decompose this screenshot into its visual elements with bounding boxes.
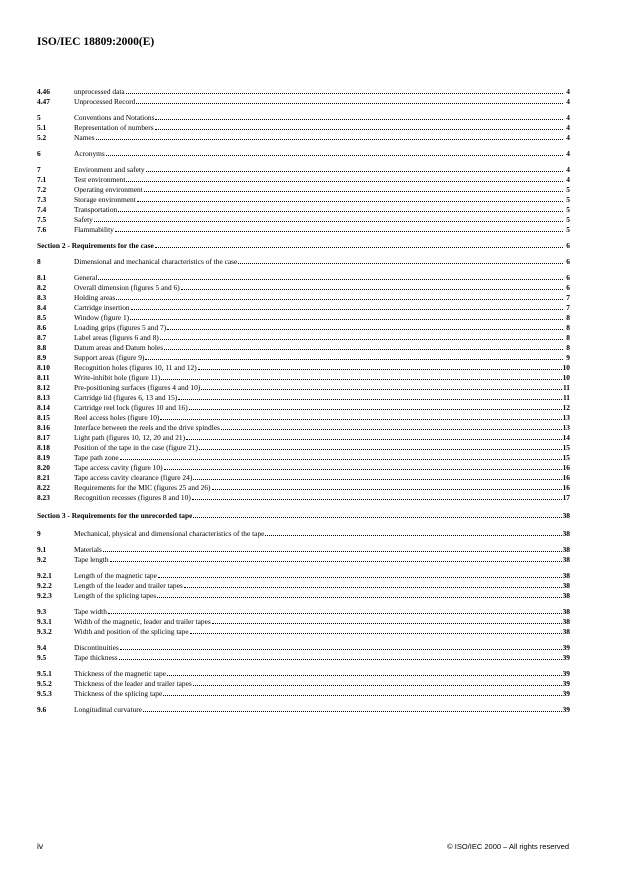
toc-entry[interactable] xyxy=(37,403,570,413)
toc-entry-page: 39 xyxy=(562,669,570,678)
toc-entry-number: 8.13 xyxy=(37,393,50,402)
toc-entry-title: Holding areas xyxy=(74,293,116,302)
toc-dot-leader xyxy=(143,705,562,712)
toc-entry-number: 8.6 xyxy=(37,323,47,332)
toc-entry-number: 8.9 xyxy=(37,353,47,362)
toc-entry-number: 9.2.3 xyxy=(37,591,52,600)
toc-dot-leader xyxy=(126,87,563,94)
toc-entry-page: 16 xyxy=(562,473,570,482)
toc-entry-number: 8.19 xyxy=(37,453,50,462)
toc-entry-title: Recognition recesses (figures 8 and 10) xyxy=(74,493,191,502)
toc-entry-title: Support areas (figure 9) xyxy=(74,353,145,362)
toc-entry-title: Environment and safety xyxy=(74,165,145,174)
toc-entry-title: Tape width xyxy=(74,607,107,616)
toc-entry[interactable] xyxy=(37,689,570,699)
toc-entry-page: 39 xyxy=(562,689,570,698)
toc-entry[interactable] xyxy=(37,353,570,363)
toc-dot-leader xyxy=(193,679,562,686)
toc-entry-page: 38 xyxy=(562,555,570,564)
toc-entry-number: 8.20 xyxy=(37,463,50,472)
toc-entry-page: 16 xyxy=(562,463,570,472)
toc-dot-leader xyxy=(238,257,563,264)
toc-entry-number: 9.3.1 xyxy=(37,617,52,626)
toc-entry-page: 39 xyxy=(562,705,570,714)
toc-entry[interactable] xyxy=(37,617,570,627)
toc-entry[interactable] xyxy=(37,149,570,159)
toc-dot-leader xyxy=(120,453,562,460)
toc-entry-page: 6 xyxy=(566,257,570,266)
toc-entry-page: 16 xyxy=(562,483,570,492)
toc-entry[interactable] xyxy=(37,433,570,443)
toc-entry-number: 9.3.2 xyxy=(37,627,52,636)
toc-entry-number: 6 xyxy=(37,149,41,158)
toc-entry-title: Cartridge insertion xyxy=(74,303,130,312)
toc-entry-number: 7.4 xyxy=(37,205,47,214)
toc-dot-leader xyxy=(160,333,563,340)
toc-entry-title: Loading grips (figures 5 and 7) xyxy=(74,323,167,332)
toc-entry[interactable] xyxy=(37,273,570,283)
toc-entry-number: 9.5.2 xyxy=(37,679,52,688)
toc-dot-leader xyxy=(193,473,561,480)
toc-entry-page: 5 xyxy=(566,185,570,194)
toc-entry-page: 38 xyxy=(562,591,570,600)
toc-entry-number: 8.11 xyxy=(37,373,50,382)
toc-entry-number: 9.5.1 xyxy=(37,669,52,678)
toc-dot-leader xyxy=(119,653,562,660)
toc-entry-number: 9 xyxy=(37,529,41,538)
toc-entry-number: 8.23 xyxy=(37,493,50,502)
toc-entry[interactable] xyxy=(37,97,570,107)
toc-entry-page: 5 xyxy=(566,195,570,204)
toc-entry[interactable] xyxy=(37,343,570,353)
toc-dot-leader xyxy=(167,323,563,330)
toc-entry-title: Materials xyxy=(74,545,102,554)
toc-entry-number: 8.16 xyxy=(37,423,50,432)
toc-entry-title: Datum areas and Datum holes xyxy=(74,343,164,352)
toc-entry[interactable] xyxy=(37,555,570,565)
toc-entry-title: Tape length xyxy=(74,555,109,564)
toc-entry-title: Window (figure 1) xyxy=(74,313,130,322)
toc-dot-leader xyxy=(96,133,563,140)
toc-dot-leader xyxy=(130,313,563,320)
toc-entry-number: 5 xyxy=(37,113,41,122)
toc-entry-number: 5.2 xyxy=(37,133,47,142)
toc-entry-page: 14 xyxy=(562,433,570,442)
toc-entry-page: 7 xyxy=(566,303,570,312)
toc-entry-number: 8.8 xyxy=(37,343,47,352)
toc-entry-page: 7 xyxy=(566,293,570,302)
toc-dot-leader xyxy=(137,195,563,202)
toc-entry-number: 4.46 xyxy=(37,87,50,96)
toc-dot-leader xyxy=(131,303,563,310)
toc-entry-page: 12 xyxy=(562,403,570,412)
toc-entry-number: 8.12 xyxy=(37,383,50,392)
toc-entry-page: 15 xyxy=(562,443,570,452)
toc-entry-page: 6 xyxy=(566,241,570,250)
toc-entry-page: 11 xyxy=(563,393,570,402)
toc-entry-page: 8 xyxy=(566,313,570,322)
toc-dot-leader xyxy=(98,273,563,280)
toc-entry-page: 39 xyxy=(562,643,570,652)
toc-dot-leader xyxy=(201,383,562,390)
toc-dot-leader xyxy=(155,123,563,130)
table-of-contents xyxy=(37,87,570,715)
toc-entry-page: 8 xyxy=(566,323,570,332)
toc-entry-page: 4 xyxy=(566,113,570,122)
toc-dot-leader xyxy=(110,555,562,562)
toc-entry[interactable] xyxy=(37,529,570,539)
toc-entry-page: 38 xyxy=(562,581,570,590)
toc-entry-page: 17 xyxy=(562,493,570,502)
toc-entry-title: Interface between the reels and the drive spindles xyxy=(74,423,220,432)
toc-entry-number: 9.5 xyxy=(37,653,47,662)
page-number: iv xyxy=(37,841,44,851)
toc-entry[interactable] xyxy=(37,591,570,601)
toc-entry-page: 39 xyxy=(562,679,570,688)
toc-dot-leader xyxy=(193,511,561,518)
toc-dot-leader xyxy=(167,669,562,676)
toc-entry[interactable] xyxy=(37,175,570,185)
toc-entry-number: 9.4 xyxy=(37,643,47,652)
toc-entry-title: Label areas (figures 6 and 8) xyxy=(74,333,159,342)
toc-entry-page: 11 xyxy=(563,383,570,392)
toc-entry-number: 8.18 xyxy=(37,443,50,452)
toc-entry-title: Recognition holes (figures 10, 11 and 12) xyxy=(74,363,197,372)
toc-entry-title: Acronyms xyxy=(74,149,105,158)
toc-entry-page: 4 xyxy=(566,149,570,158)
toc-entry-page: 4 xyxy=(566,133,570,142)
toc-dot-leader xyxy=(115,225,563,232)
toc-entry[interactable] xyxy=(37,473,570,483)
toc-entry-title: Discontinuities xyxy=(74,643,119,652)
toc-entry-page: 4 xyxy=(566,87,570,96)
toc-entry[interactable] xyxy=(37,363,570,373)
toc-entry-page: 38 xyxy=(562,545,570,554)
toc-entry-page: 8 xyxy=(566,333,570,342)
toc-entry[interactable] xyxy=(37,293,570,303)
toc-dot-leader xyxy=(118,205,563,212)
toc-entry-number: 5.1 xyxy=(37,123,47,132)
toc-entry-number: 8.22 xyxy=(37,483,50,492)
toc-entry[interactable] xyxy=(37,627,570,637)
toc-entry-title: Length of the leader and trailer tapes xyxy=(74,581,183,590)
toc-entry-title: Flammability xyxy=(74,225,114,234)
toc-entry[interactable] xyxy=(37,133,570,143)
toc-entry-page: 5 xyxy=(566,205,570,214)
toc-entry-title: Requirements for the MIC (figures 25 and 26) xyxy=(74,483,211,492)
toc-entry-number: 8.1 xyxy=(37,273,47,282)
toc-entry[interactable] xyxy=(37,195,570,205)
toc-entry[interactable] xyxy=(37,383,570,393)
toc-entry-page: 5 xyxy=(566,215,570,224)
toc-dot-leader xyxy=(265,529,561,536)
toc-entry-page: 10 xyxy=(562,373,570,382)
toc-entry-title: Dimensional and mechanical characteristics of the case xyxy=(74,257,238,266)
copyright-notice: © ISO/IEC 2000 – All rights reserved xyxy=(447,842,569,851)
toc-entry-number: 8.17 xyxy=(37,433,50,442)
toc-dot-leader xyxy=(145,353,563,360)
toc-entry[interactable] xyxy=(37,333,570,343)
toc-entry[interactable] xyxy=(37,545,570,555)
toc-dot-leader xyxy=(126,175,563,182)
toc-entry-title: Tape path zone xyxy=(74,453,119,462)
toc-dot-leader xyxy=(155,241,563,248)
toc-dot-leader xyxy=(155,113,563,120)
toc-entry[interactable] xyxy=(37,225,570,235)
toc-dot-leader xyxy=(103,545,562,552)
toc-entry-title: Names xyxy=(74,133,95,142)
toc-entry-number: 7.3 xyxy=(37,195,47,204)
toc-entry-number: 8.15 xyxy=(37,413,50,422)
toc-entry-page: 38 xyxy=(562,571,570,580)
toc-entry-title: Conventions and Notations xyxy=(74,113,155,122)
toc-dot-leader xyxy=(192,493,562,500)
toc-dot-leader xyxy=(144,185,563,192)
toc-entry-number: 8.4 xyxy=(37,303,47,312)
toc-dot-leader xyxy=(184,581,562,588)
toc-entry-title: Thickness of the splicing tape xyxy=(74,689,163,698)
toc-entry-page: 4 xyxy=(566,97,570,106)
toc-entry-title: Position of the tape in the case (figure 21) xyxy=(74,443,198,452)
toc-entry-page: 8 xyxy=(566,343,570,352)
toc-entry-title: Tape access cavity clearance (figure 24) xyxy=(74,473,193,482)
toc-entry-page: 15 xyxy=(562,453,570,462)
toc-dot-leader xyxy=(146,165,563,172)
toc-entry-number: 7.1 xyxy=(37,175,47,184)
toc-entry-title: Section 2 - Requirements for the case xyxy=(37,241,154,250)
toc-entry-title: Thickness of the magnetic tape xyxy=(74,669,166,678)
toc-entry-number: 7 xyxy=(37,165,41,174)
toc-entry-title: Width of the magnetic, leader and trailer tapes xyxy=(74,617,211,626)
toc-entry-page: 13 xyxy=(562,413,570,422)
toc-dot-leader xyxy=(181,283,563,290)
toc-dot-leader xyxy=(120,643,562,650)
toc-entry-number: 8.10 xyxy=(37,363,50,372)
toc-entry-page: 38 xyxy=(562,617,570,626)
toc-entry-page: 4 xyxy=(566,123,570,132)
toc-dot-leader xyxy=(189,403,562,410)
toc-entry-number: 9.2.2 xyxy=(37,581,52,590)
toc-dot-leader xyxy=(178,393,562,400)
toc-entry-page: 38 xyxy=(562,511,570,520)
toc-dot-leader xyxy=(212,483,562,490)
toc-entry[interactable] xyxy=(37,653,570,663)
toc-entry[interactable] xyxy=(37,257,570,267)
toc-entry-number: 9.5.3 xyxy=(37,689,52,698)
toc-entry-title: Section 3 - Requirements for the unrecorded tape xyxy=(37,511,193,520)
toc-entry[interactable] xyxy=(37,303,570,313)
toc-entry-title: Representation of numbers xyxy=(74,123,154,132)
toc-entry[interactable] xyxy=(37,393,570,403)
toc-dot-leader xyxy=(186,433,562,440)
toc-entry-number: 7.2 xyxy=(37,185,47,194)
toc-entry-page: 4 xyxy=(566,165,570,174)
toc-dot-leader xyxy=(190,627,562,634)
toc-entry-title: Cartridge reel lock (figures 10 and 16) xyxy=(74,403,188,412)
toc-dot-leader xyxy=(106,149,563,156)
toc-entry-page: 5 xyxy=(566,225,570,234)
toc-dot-leader xyxy=(221,423,562,430)
toc-entry-title: Overall dimension (figures 5 and 6) xyxy=(74,283,180,292)
toc-dot-leader xyxy=(160,413,561,420)
toc-entry-title: Storage environment xyxy=(74,195,136,204)
toc-entry[interactable] xyxy=(37,643,570,653)
toc-entry[interactable] xyxy=(37,669,570,679)
toc-entry-number: 8.14 xyxy=(37,403,50,412)
toc-entry-title: Cartridge lid (figures 6, 13 and 15) xyxy=(74,393,178,402)
toc-entry[interactable] xyxy=(37,323,570,333)
toc-entry-title: Pre-positioning surfaces (figures 4 and 10) xyxy=(74,383,201,392)
toc-entry-title: Transportation xyxy=(74,205,118,214)
toc-dot-leader xyxy=(157,591,562,598)
toc-dot-leader xyxy=(116,293,563,300)
toc-entry-number: 9.2 xyxy=(37,555,47,564)
toc-entry[interactable] xyxy=(37,423,570,433)
toc-entry-number: 8 xyxy=(37,257,41,266)
toc-dot-leader xyxy=(94,215,563,222)
toc-entry-number: 8.2 xyxy=(37,283,47,292)
toc-entry-page: 38 xyxy=(562,529,570,538)
toc-dot-leader xyxy=(108,607,562,614)
toc-entry-title: Longitudinal curvature xyxy=(74,705,142,714)
toc-entry[interactable] xyxy=(37,443,570,453)
toc-entry-title: Tape thickness xyxy=(74,653,118,662)
toc-entry[interactable] xyxy=(37,493,570,503)
toc-entry-title: Light path (figures 10, 12, 20 and 21) xyxy=(74,433,186,442)
toc-entry[interactable] xyxy=(37,313,570,323)
toc-entry-number: 9.6 xyxy=(37,705,47,714)
toc-entry[interactable] xyxy=(37,113,570,123)
toc-entry-number: 4.47 xyxy=(37,97,50,106)
toc-entry-number: 9.3 xyxy=(37,607,47,616)
toc-entry-title: Thickness of the leader and trailer tapes xyxy=(74,679,192,688)
toc-entry[interactable] xyxy=(37,215,570,225)
toc-entry-title: Safety xyxy=(74,215,93,224)
toc-entry-page: 6 xyxy=(566,283,570,292)
toc-entry-number: 9.2.1 xyxy=(37,571,52,580)
toc-entry-page: 39 xyxy=(562,653,570,662)
toc-entry[interactable] xyxy=(37,607,570,617)
toc-entry-page: 38 xyxy=(562,607,570,616)
toc-entry[interactable] xyxy=(37,463,570,473)
toc-entry-title: Test environment xyxy=(74,175,126,184)
toc-entry[interactable] xyxy=(37,705,570,715)
toc-entry[interactable] xyxy=(37,283,570,293)
toc-dot-leader xyxy=(136,97,563,104)
toc-entry-title: Length of the magnetic tape xyxy=(74,571,157,580)
toc-entry-title: Unprocessed Record xyxy=(74,97,136,106)
toc-entry-page: 6 xyxy=(566,273,570,282)
toc-entry-page: 10 xyxy=(562,363,570,372)
toc-dot-leader xyxy=(163,689,561,696)
toc-entry-title: Mechanical, physical and dimensional characteristics of the tape xyxy=(74,529,265,538)
toc-entry-number: 8.5 xyxy=(37,313,47,322)
toc-section-heading[interactable] xyxy=(37,511,570,521)
toc-entry-page: 9 xyxy=(566,353,570,362)
toc-entry-number: 8.7 xyxy=(37,333,47,342)
toc-entry-title: Width and position of the splicing tape xyxy=(74,627,189,636)
toc-entry-title: Tape access cavity (figure 10) xyxy=(74,463,163,472)
toc-entry-title: Reel access holes (figure 10) xyxy=(74,413,160,422)
toc-entry[interactable] xyxy=(37,123,570,133)
toc-dot-leader xyxy=(158,571,562,578)
toc-entry-number: 8.3 xyxy=(37,293,47,302)
toc-entry[interactable] xyxy=(37,571,570,581)
toc-section-heading[interactable] xyxy=(37,241,570,251)
toc-entry[interactable] xyxy=(37,373,570,383)
toc-entry[interactable] xyxy=(37,205,570,215)
toc-entry-title: Length of the splicing tapes xyxy=(74,591,157,600)
toc-dot-leader xyxy=(164,343,563,350)
toc-entry[interactable] xyxy=(37,581,570,591)
toc-entry[interactable] xyxy=(37,185,570,195)
document-header: ISO/IEC 18809:2000(E) xyxy=(37,36,155,48)
toc-entry-page: 4 xyxy=(566,175,570,184)
toc-entry[interactable] xyxy=(37,165,570,175)
toc-entry-number: 7.6 xyxy=(37,225,47,234)
toc-entry-number: 8.21 xyxy=(37,473,50,482)
toc-entry-title: Operating environment xyxy=(74,185,143,194)
toc-entry-title: unprocessed data xyxy=(74,87,125,96)
toc-entry[interactable] xyxy=(37,87,570,97)
toc-entry[interactable] xyxy=(37,413,570,423)
toc-entry[interactable] xyxy=(37,679,570,689)
toc-entry-page: 38 xyxy=(562,627,570,636)
toc-entry-number: 7.5 xyxy=(37,215,47,224)
toc-dot-leader xyxy=(212,617,562,624)
toc-dot-leader xyxy=(199,443,562,450)
toc-entry[interactable] xyxy=(37,453,570,463)
toc-entry-title: General xyxy=(74,273,98,282)
toc-entry[interactable] xyxy=(37,483,570,493)
toc-dot-leader xyxy=(161,373,561,380)
toc-dot-leader xyxy=(164,463,562,470)
toc-entry-title: Write-inhibit hole (figure 11) xyxy=(74,373,161,382)
toc-entry-page: 13 xyxy=(562,423,570,432)
toc-entry-number: 9.1 xyxy=(37,545,47,554)
toc-dot-leader xyxy=(198,363,562,370)
